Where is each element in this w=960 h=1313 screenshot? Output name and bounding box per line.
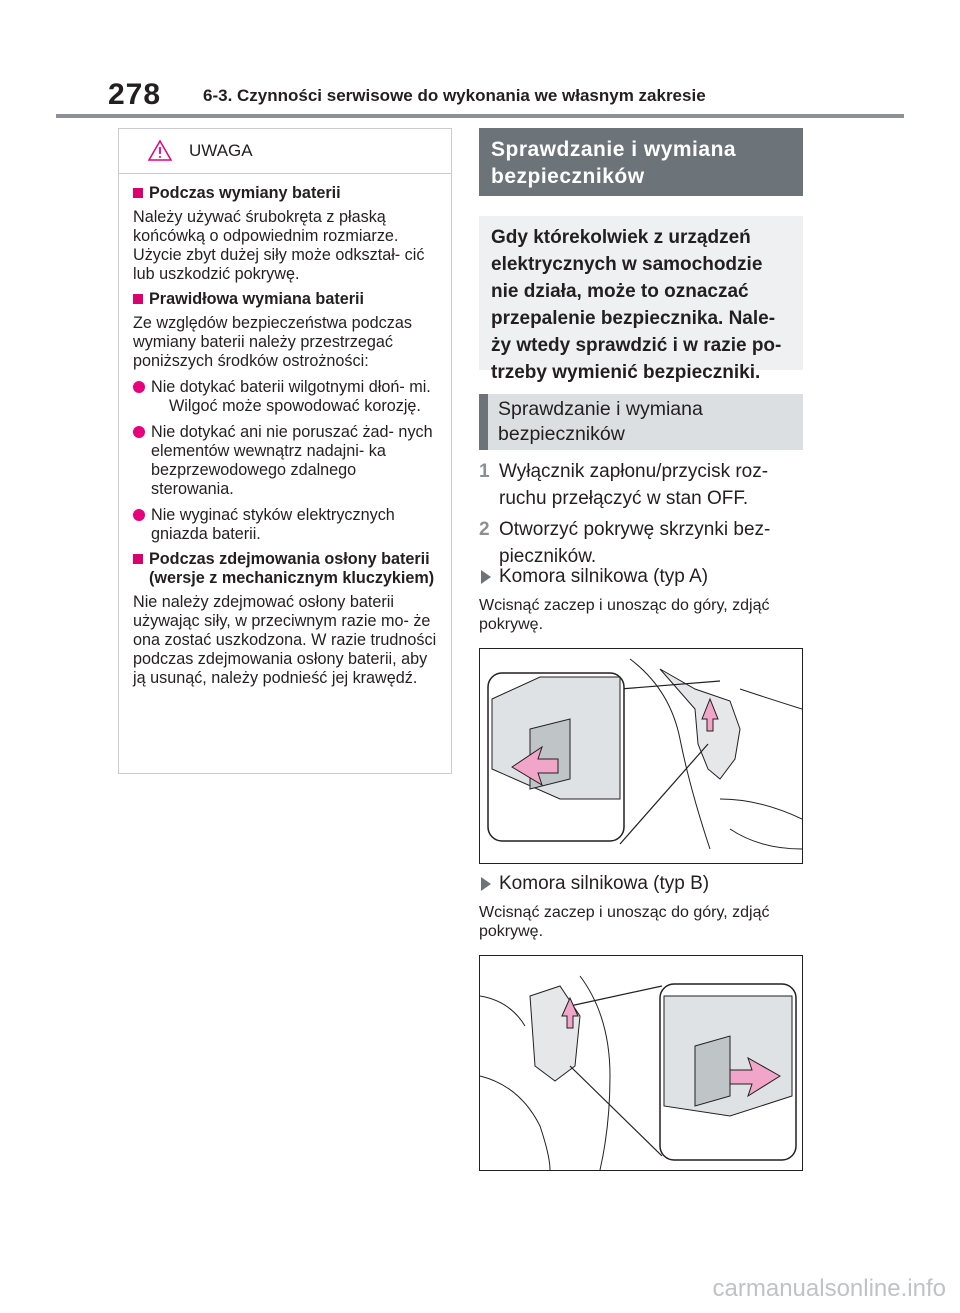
section-text: Należy używać śrubokręta z płaską końcówką o odpowiednim rozmiarze. Użycie zbyt dużej siły może odkształ- cić lub uszkodzić pokrywę. xyxy=(133,208,425,283)
circle-bullet-icon xyxy=(133,426,145,438)
warning-triangle-icon xyxy=(147,139,173,162)
circle-bullet-icon xyxy=(133,381,145,393)
fuse-box-illustration-b xyxy=(480,956,802,1170)
subsection-heading: Sprawdzanie i wymiana bezpieczników xyxy=(479,394,803,450)
fuse-box-figure-a xyxy=(479,648,803,864)
bullet-item: Nie dotykać ani nie poruszać żad- nych elementów wewnątrz nadajni- ka bezprzewodowego zdalnego sterowania. xyxy=(133,423,441,499)
option-heading: Komora silnikowa (typ A) xyxy=(479,566,708,588)
section-heading: Podczas wymiany baterii xyxy=(133,184,441,203)
step-text: Otworzyć pokrywę skrzynki bez- pieczników. xyxy=(499,519,771,567)
step-item xyxy=(479,516,803,570)
chapter-title: 6-3. Czynności serwisowe do wykonania we własnym zakresie xyxy=(203,86,706,105)
intro-box: Gdy którekolwiek z urządzeń elektrycznych w samochodzie nie działa, może to oznaczać przepalenie bezpiecznika. Nale- ży wtedy sprawdzić i w razie po- trzeby wymienić bezpieczniki. xyxy=(479,216,803,370)
square-bullet-icon xyxy=(133,294,143,304)
section-title-band: Sprawdzanie i wymiana bezpieczników xyxy=(479,128,803,196)
step-number: 1 xyxy=(479,461,490,482)
step-number: 2 xyxy=(479,519,490,540)
page-number: 278 xyxy=(108,78,162,111)
fuse-box-illustration-a xyxy=(480,649,802,863)
warning-header xyxy=(119,129,451,174)
step-text: Wyłącznik zapłonu/przycisk roz- ruchu przełączyć w stan OFF. xyxy=(499,461,769,509)
bullet-item: Nie wyginać styków elektrycznych gniazda baterii. xyxy=(133,506,441,544)
triangle-marker-icon xyxy=(481,877,491,891)
watermark: carmanualsonline.info xyxy=(712,1275,946,1302)
section-heading: Podczas zdejmowania osłony baterii (wersje z mechanicznym kluczykiem) xyxy=(133,550,441,588)
step-item xyxy=(479,458,803,512)
option-caption: Wcisnąć zaczep i unosząc do góry, zdjąć pokrywę. xyxy=(479,904,770,940)
warning-box xyxy=(118,128,452,774)
steps-list xyxy=(479,458,803,574)
square-bullet-icon xyxy=(133,554,143,564)
header-rule xyxy=(56,114,904,118)
bullet-item: Nie dotykać baterii wilgotnymi dłoń- mi. Wilgoć może spowodować korozję. xyxy=(133,378,441,416)
warning-title: UWAGA xyxy=(189,141,253,160)
section-heading: Prawidłowa wymiana baterii xyxy=(133,290,441,309)
square-bullet-icon xyxy=(133,188,143,198)
triangle-marker-icon xyxy=(481,570,491,584)
fuse-box-figure-b xyxy=(479,955,803,1171)
warning-body xyxy=(119,174,451,688)
option-caption: Wcisnąć zaczep i unosząc do góry, zdjąć pokrywę. xyxy=(479,597,770,633)
section-text: Nie należy zdejmować osłony baterii używając siły, w przeciwnym razie mo- że ona zostać uszkodzona. W razie trudności podczas zdejmowania osłony baterii, aby ją usunąć, należy podnieść jej krawędź. xyxy=(133,593,437,687)
section-text: Ze względów bezpieczeństwa podczas wymiany baterii należy przestrzegać poniższych środków ostrożności: xyxy=(133,314,412,370)
option-heading: Komora silnikowa (typ B) xyxy=(479,873,709,895)
circle-bullet-icon xyxy=(133,509,145,521)
